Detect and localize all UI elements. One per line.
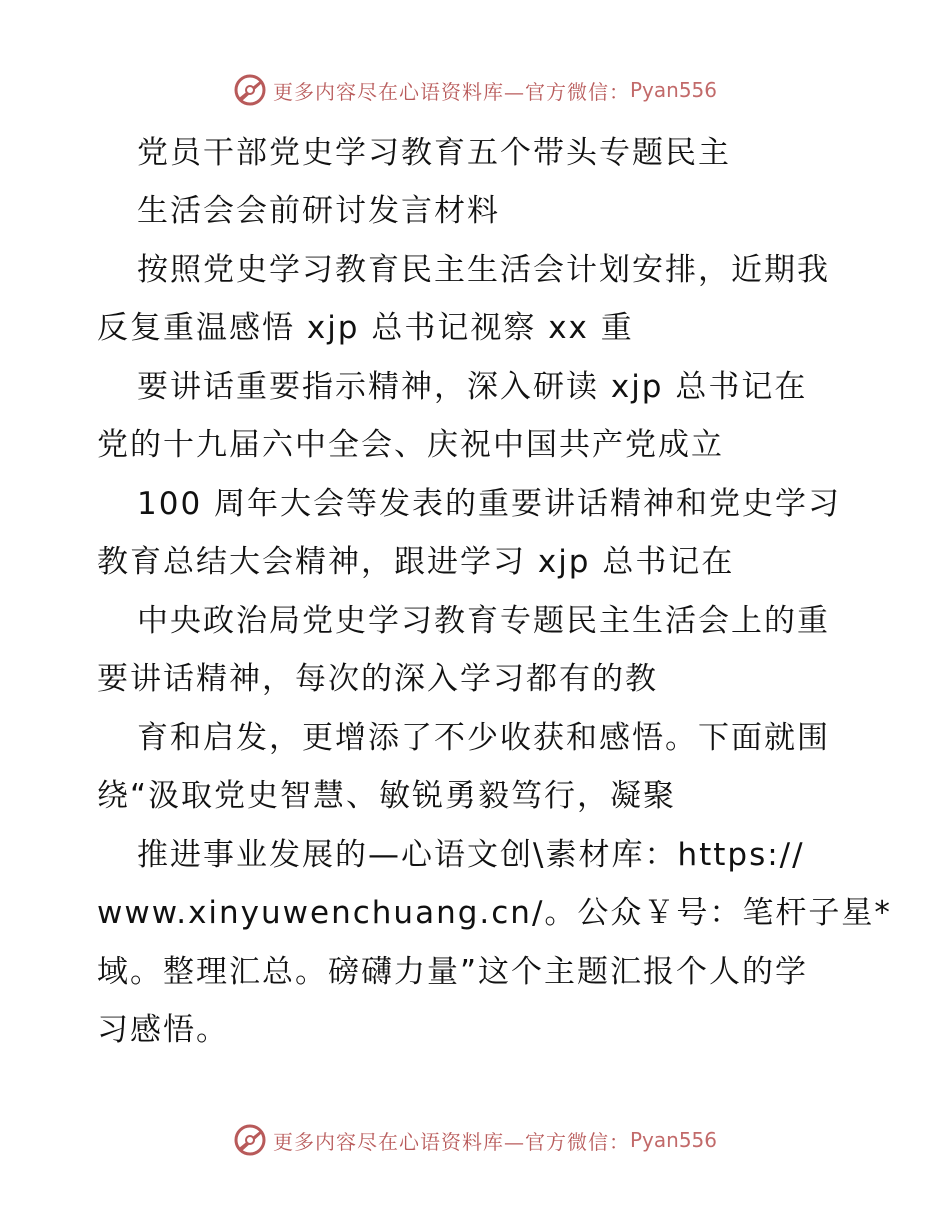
logo-icon: [233, 1123, 267, 1157]
paragraph-line: 按照党史学习教育民主生活会计划安排，近期我: [137, 252, 830, 288]
footer-watermark: [0, 1120, 950, 1160]
paragraph-line: 绕“汲取党史智慧、敏锐勇毅笃行，凝聚: [97, 778, 677, 814]
paragraph-line: www.xinyuwenchuang.cn/。公众￥号：笔杆子星*: [97, 895, 892, 931]
document-title-line-1: 党员干部党史学习教育五个带头专题民主: [137, 135, 731, 171]
watermark-text: 更多内容尽在心语资料库—官方微信：: [272, 1129, 630, 1154]
document-title-line-2: 生活会会前研讨发言材料: [137, 193, 500, 229]
watermark-wechat-id: Pyan556: [629, 1128, 717, 1152]
watermark-text: 更多内容尽在心语资料库—官方微信：: [272, 79, 630, 104]
paragraph-line: 党的十九届六中全会、庆祝中国共产党成立: [97, 427, 724, 463]
paragraph-line: 要讲话精神，每次的深入学习都有的教: [97, 661, 658, 697]
paragraph-line: 教育总结大会精神，跟进学习 xjp 总书记在: [97, 544, 735, 580]
paragraph-line: 域。整理汇总。磅礴力量”这个主题汇报个人的学: [97, 954, 809, 990]
paragraph-line: 要讲话重要指示精神，深入研读 xjp 总书记在: [137, 369, 808, 405]
paragraph-line: 中央政治局党史学习教育专题民主生活会上的重: [137, 603, 830, 639]
paragraph-line: 习感悟。: [97, 1012, 229, 1048]
watermark-wechat-id: Pyan556: [629, 78, 717, 102]
paragraph-line: 推进事业发展的—心语文创\素材库：https://: [137, 837, 805, 873]
paragraph-line: 反复重温感悟 xjp 总书记视察 xx 重: [97, 310, 634, 346]
paragraph-line: 100 周年大会等发表的重要讲话精神和党史学习: [137, 486, 842, 522]
paragraph-line: 育和启发，更增添了不少收获和感悟。下面就围: [137, 720, 830, 756]
